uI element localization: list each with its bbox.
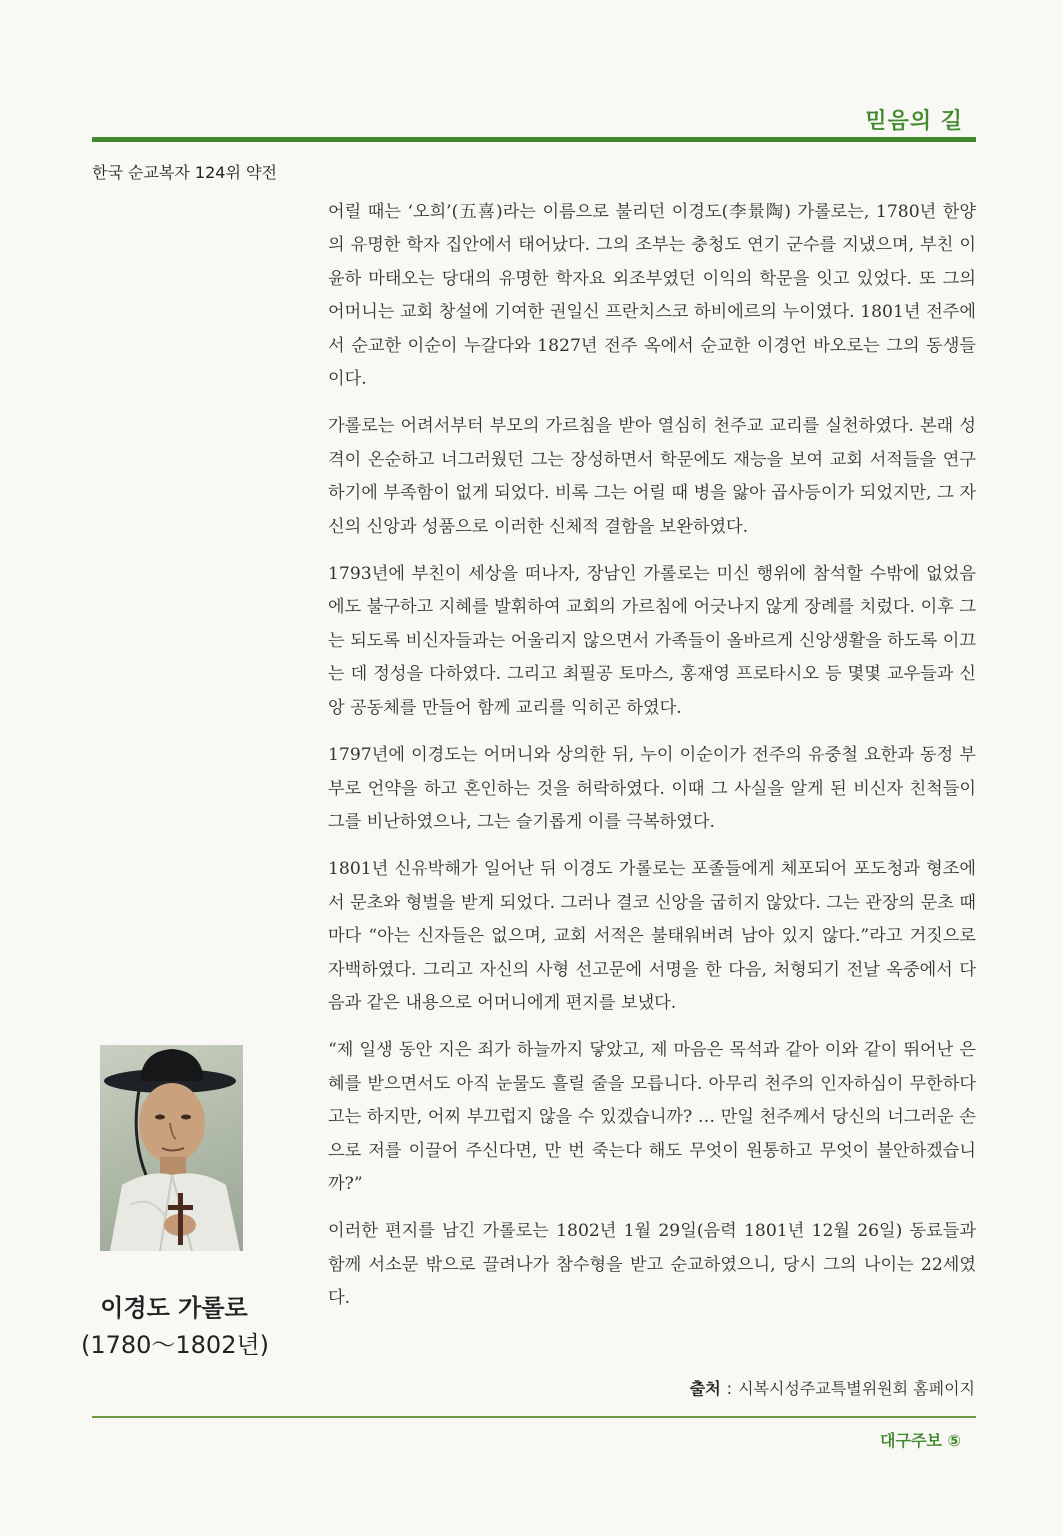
source-credit: [690, 1376, 975, 1399]
footer-page-label: 대구주보 ⑤: [880, 1431, 961, 1450]
paragraph: 1801년 신유박해가 일어난 뒤 이경도 가롤로는 포졸들에게 체포되어 포도청과 형조에서 문초와 형벌을 받게 되었다. 그러나 결코 신앙을 굽히지 않았다. 그는 관장의 문초 때마다 “아는 신자들은 없으며, 교회 서적은 불태워버려 남아 있지 않다.”라고 거짓으로 자백하였다. 그리고 자신의 사형 선고문에 서명을 한 다음, 처형되기 전날 옥중에서 다음과 같은 내용으로 어머니에게 편지를 보냈다.: [328, 859, 976, 1013]
source-text: 시복시성주교특별위원회 홈페이지: [738, 1379, 975, 1398]
top-divider: [92, 137, 976, 142]
paragraph: 1793년에 부친이 세상을 떠나자, 장남인 가롤로는 미신 행위에 참석할 수밖에 없었음에도 불구하고 지혜를 발휘하여 교회의 가르침에 어긋나지 않게 장례를 치렀다. 이후 그는 되도록 비신자들과는 어울리지 않으면서 가족들이 올바르게 신앙생활을 하도록 이끄는 데 정성을 다하였다. 그리고 최필공 토마스, 홍재영 프로타시오 등 몇몇 교우들과 신앙 공동체를 만들어 함께 교리를 익히곤 하였다.: [328, 564, 976, 718]
portrait-caption-years: (1780～1802년): [80, 1331, 270, 1359]
paragraph: 이러한 편지를 남긴 가롤로는 1802년 1월 29일(음력 1801년 12월 26일) 동료들과 함께 서소문 밖으로 끌려나가 참수형을 받고 순교하였으니, 당시 그의 나이는 22세였다.: [328, 1221, 976, 1309]
section-label: 믿음의 길: [865, 109, 963, 134]
paragraph: 1797년에 이경도는 어머니와 상의한 뒤, 누이 이순이가 전주의 유중철 요한과 동정 부부로 언약을 하고 혼인하는 것을 허락하였다. 이때 그 사실을 알게 된 비신자 친척들이 그를 비난하였으나, 그는 슬기롭게 이를 극복하였다.: [328, 745, 976, 832]
series-title: 한국 순교복자 124위 약전: [92, 163, 277, 182]
portrait-image: [100, 1045, 243, 1251]
paragraph: 가롤로는 어려서부터 부모의 가르침을 받아 열심히 천주교 교리를 실천하였다. 본래 성격이 온순하고 너그러웠던 그는 장성하면서 학문에도 재능을 보여 교회 서적들을 연구하기에 부족함이 없게 되었다. 비록 그는 어릴 때 병을 앓아 곱사등이가 되었지만, 그 자신의 신앙과 성품으로 이러한 신체적 결함을 보완하였다.: [328, 416, 976, 537]
portrait-caption-name: 이경도 가롤로: [100, 1294, 248, 1322]
paragraph: “제 일생 동안 지은 죄가 하늘까지 닿았고, 제 마음은 목석과 같아 이와 같이 뛰어난 은혜를 받으면서도 아직 눈물도 흘릴 줄을 모릅니다. 아무리 천주의 인자하심이 무한하다고는 하지만, 어찌 부끄럽지 않을 수 있겠습니까? … 만일 천주께서 당신의 너그러운 손으로 저를 이끌어 주신다면, 만 번 죽는다 해도 무엇이 원통하고 무엇이 불안하겠습니까?”: [328, 1040, 976, 1194]
article-body: [328, 196, 976, 1330]
source-label: 출처: [689, 1379, 721, 1398]
source-separator: :: [726, 1379, 733, 1398]
paragraph: 어릴 때는 ‘오희’(五喜)라는 이름으로 불리던 이경도(李景陶) 가롤로는, 1780년 한양의 유명한 학자 집안에서 태어났다. 그의 조부는 충청도 연기 군수를 지냈으며, 부친 이윤하 마태오는 당대의 유명한 학자요 외조부였던 이익의 학문을 잇고 있었다. 또 그의 어머니는 교회 창설에 기여한 권일신 프란치스코 하비에르의 누이였다. 1801년 전주에서 순교한 이순이 누갈다와 1827년 전주 옥에서 순교한 이경언 바오로는 그의 동생들이다.: [328, 202, 976, 390]
bottom-divider: [92, 1416, 976, 1418]
portrait-illustration: [100, 1045, 243, 1251]
